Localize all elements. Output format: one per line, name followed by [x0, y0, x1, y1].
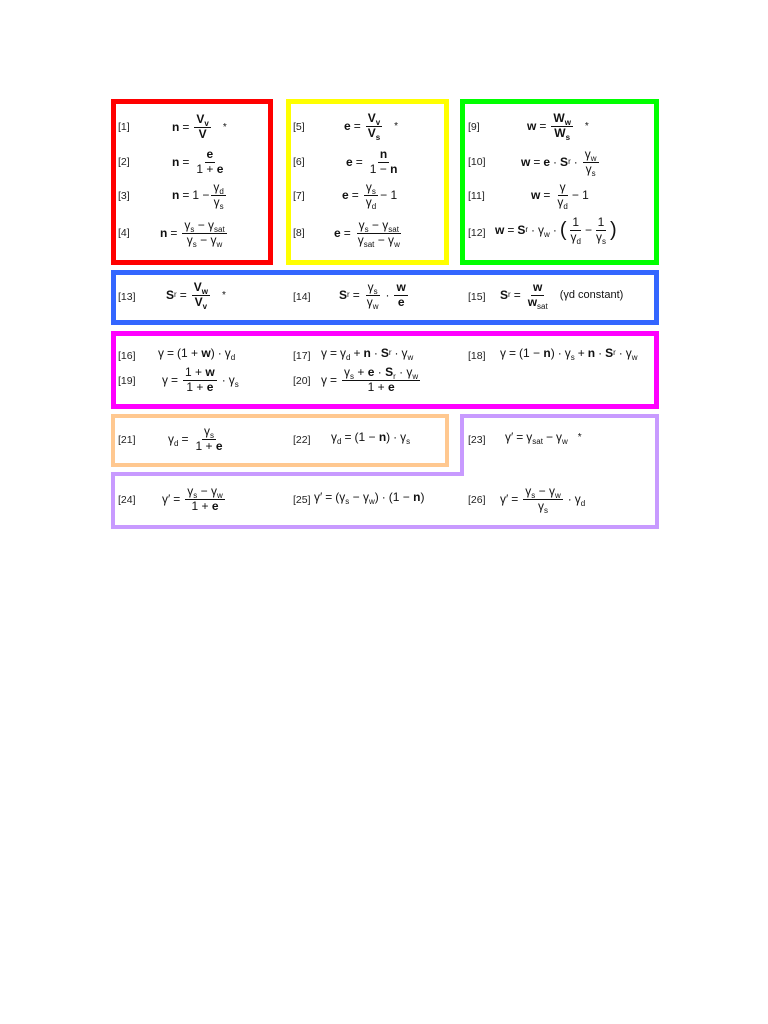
- equation-18: γ = (1 − n) · $\gamma_s$ + n · S r · $\gamma_w$: [500, 346, 638, 362]
- eq-number-13: [13]: [118, 291, 136, 303]
- eq-number-14: [14]: [293, 291, 311, 303]
- equation-22: $\gamma_d$ = (1 − n) · $\gamma_s$: [331, 430, 411, 446]
- eq-number-16: [16]: [118, 350, 136, 362]
- eq-number-22: [22]: [293, 434, 311, 446]
- equation-23: γ′ = $\gamma_{sat}$ − $\gamma_w$ *: [505, 430, 582, 446]
- equation-24: γ′ = $\frac{\gamma_s - \gamma_w}{1 + e}$: [162, 484, 223, 513]
- eq-number-23: [23]: [468, 434, 486, 446]
- eq-number-24: [24]: [118, 494, 136, 506]
- equation-1: n = $\frac{V_v}{V}$ *: [172, 112, 227, 141]
- equation-7: e = $\frac{\gamma_s}{\gamma_d}$ − 1: [342, 180, 398, 211]
- eq-number-6: [6]: [293, 156, 305, 168]
- eq-number-5: [5]: [293, 121, 305, 133]
- equation-25: γ′ = $(\gamma_s - \gamma_w)$ · (1 − n): [314, 490, 425, 506]
- equation-17: γ = $\gamma_d$ + n · S r · $\gamma_w$: [321, 346, 414, 362]
- eq-number-7: [7]: [293, 190, 305, 202]
- equation-10: w = e · S r · $\frac{\gamma_w}{\gamma_s}$: [521, 147, 597, 178]
- eq-number-11: [11]: [468, 190, 485, 202]
- eq-number-19: [19]: [118, 375, 136, 387]
- equation-2: n = $\frac{e}{1 + e}$: [172, 147, 224, 176]
- eq-number-12: [12]: [468, 227, 486, 239]
- eq-number-1: [1]: [118, 121, 130, 133]
- equation-16: γ = (1 + w) · $\gamma_d$: [158, 346, 236, 362]
- eq-number-17: [17]: [293, 350, 311, 362]
- equation-6: e = $\frac{n}{1 - n}$: [346, 147, 398, 176]
- equation-15: S r = $\frac{w}{w_{sat}}$ (γd constant): [500, 280, 624, 311]
- equation-11: w = $\frac{\gamma}{\gamma_d}$ − 1: [531, 180, 589, 211]
- equation-12: w = S r · $\gamma_w$ · ( $\frac{1}{\gamma_d}$ − $\frac{1}{\gamma_s}$ ): [495, 215, 617, 246]
- eq-number-15: [15]: [468, 291, 486, 303]
- gd-constant-note: (γd constant): [559, 289, 624, 302]
- equation-3: n = 1 − $\frac{\gamma_d}{\gamma_s}$: [172, 180, 224, 211]
- eq-number-2: [2]: [118, 156, 130, 168]
- equation-20: γ = $\frac{\gamma_s + e \cdot S_r \cdot \gamma_w}{1 + e}$: [321, 365, 419, 394]
- equation-4: n = $\frac{\gamma_s - \gamma_{sat}}{\gamma_s - \gamma_w}$: [160, 218, 225, 249]
- eq-number-4: [4]: [118, 227, 130, 239]
- eq-number-21: [21]: [118, 434, 136, 446]
- equation-14: S r = $\frac{\gamma_s}{\gamma_w}$ · $\frac{w}{e}$: [339, 280, 406, 311]
- equation-21: $\gamma_d$ = $\frac{\gamma_s}{1 + e}$: [168, 424, 223, 453]
- eq-number-9: [9]: [468, 121, 480, 133]
- eq-number-25: [25]: [293, 494, 311, 506]
- equation-19: γ = $\frac{1 + w}{1 + e}$ · $\gamma_s$: [162, 365, 239, 394]
- eq-number-3: [3]: [118, 190, 130, 202]
- equation-9: w = $\frac{W_w}{W_s}$ *: [527, 111, 589, 142]
- eq-number-18: [18]: [468, 350, 486, 362]
- equation-8: e = $\frac{\gamma_s - \gamma_{sat}}{\gamma_{sat} - \gamma_w}$: [334, 218, 400, 249]
- equation-5: e = $\frac{V_v}{V_s}$ *: [344, 111, 399, 142]
- eq-number-26: [26]: [468, 494, 486, 506]
- equation-26: γ′ = $\frac{\gamma_s - \gamma_w}{\gamma_s}$ · $\gamma_d$: [500, 484, 586, 515]
- equation-13: S r = $\frac{V_w}{V_v}$ *: [166, 280, 226, 311]
- eq-number-20: [20]: [293, 375, 311, 387]
- eq-number-10: [10]: [468, 156, 486, 168]
- eq-number-8: [8]: [293, 227, 305, 239]
